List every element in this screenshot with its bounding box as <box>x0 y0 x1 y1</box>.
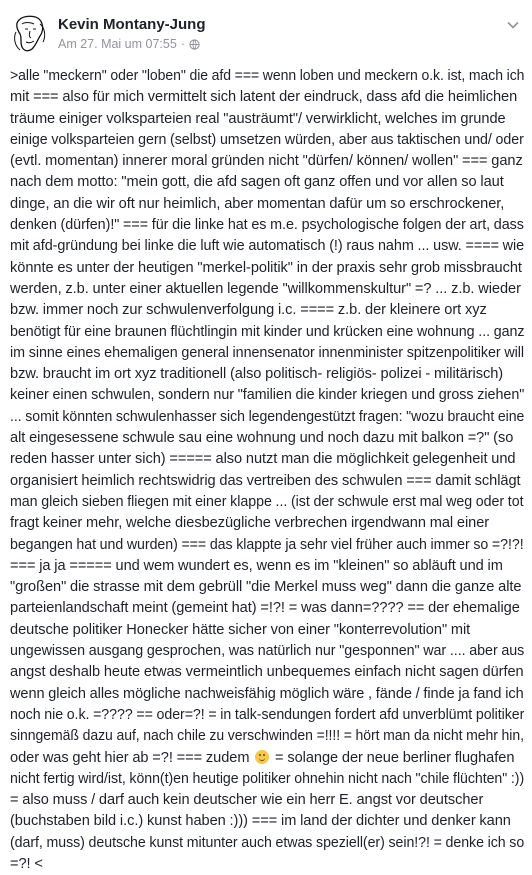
sketch-face-avatar-icon <box>10 14 50 54</box>
post-line: könnte es unter der heutigen "merkel-politik" in der praxis sehr grob missbraucht <box>10 259 522 276</box>
post-line: einige volksparteien gern (selbst) umsetzen würden, aber aus taktischen und/ oder <box>10 131 524 148</box>
post-line: ... somit könnten schwulenhasser sich legendengestützt fragen: "wozu braucht eine <box>10 408 525 425</box>
post-line: alt eingesessene schwule sau eine wohnung und noch dazu mit balkon =?" (so <box>10 430 514 447</box>
post-line: deutsche politiker Honecker hätte sicher von einer "konterrevolution" mit <box>10 621 471 638</box>
post-line: träume einiger volksparteien real "austräumt"/ verwirklicht, welches im grunde <box>10 110 506 127</box>
meta-separator: · <box>180 37 185 51</box>
post-line: werden, z.b. unter einer aktuellen legende "willkommenskultur" =? ... z.b. wieder <box>10 280 521 297</box>
post-line: nach dem motto: "mein gott, die afd sagen oft ganz offen und vor allen so laut <box>10 174 504 191</box>
post-line: organisiert heimlich rechtswidrig das vertreiben des schwulen === damit schlägt <box>10 472 521 489</box>
post-header <box>10 14 522 58</box>
chevron-down-icon[interactable] <box>506 18 520 32</box>
post-line: noch nie o.k. =???? == oder=?! = in talk-sendungen fordert afd unverblümt politiker <box>10 706 525 723</box>
smile-emoji-icon <box>255 750 269 764</box>
post-line: mit === also für mich vermittelt sich latent der eindruck, dass afd die heimlichen <box>10 89 518 106</box>
post-line: === ja ja ===== und wem wundert es, wenn es im "kleinen" so abläuft und im <box>10 557 503 574</box>
post-line: keiner einen schwulen, sondern nur "familien die kinder kriegen und gross ziehen" <box>10 387 525 404</box>
post-line: (evtl. momentan) innerer moral gründen nicht "dürfen/ können/ wollen" === ganz <box>10 153 523 170</box>
post-line: parteienlandschaft meint (gemeint hat) =!?! = was dann=???? == der ehemalige <box>10 600 520 617</box>
post-timestamp[interactable]: Am 27. Mai um 07:55 <box>58 37 177 51</box>
post-line: angst deshalb heute etwas vermeintlich unbequemes einfach nicht sagen dürfen <box>10 664 524 681</box>
emoji-line-after: = solange der neue berliner flughafen <box>271 749 515 766</box>
post-line: benötigt für eine braunen flüchtlingin mit kinder und krücken eine wohnung ... ganz <box>10 323 525 340</box>
post-line: fragt keiner mehr, welche diesbezügliche verbrechen irgendwann mal einer <box>10 515 490 532</box>
globe-icon[interactable] <box>189 39 200 50</box>
post-line: >alle "meckern" oder "loben" die afd === wenn loben und meckern o.k. ist, mach ich <box>10 68 525 84</box>
post-line: im sinne eines ehemaligen general innensenator innenminister spitzenpolitiker will <box>10 344 525 361</box>
post-line: bzw. braucht im ort xyz traditionell (also politisch- religiös- polizei - militärisch) <box>10 366 504 383</box>
post-line: denken (dürfen)!" === für die linke hat es m.e. psychologische folgen der art, dass <box>10 217 524 234</box>
post-line: nicht fertig wird/ist, könn(t)en heutige politiker ohnehin nicht nach "chile flüchten" :)) <box>10 770 525 787</box>
post-line: ungewissen ausgang gesprochen, was natürlich nur "gesponnen" war .... aber aus <box>10 643 525 660</box>
post-line: sinngemäß dazu auf, nach chile zu verschwinden =!!!! = hört man da nicht mehr hin, <box>10 728 524 745</box>
post-line: bzw. immer noch zur schwulenverfolgung i.c. ==== z.b. der kleinere ort xyz <box>10 302 487 319</box>
post-line: begangen hat und wurden) === das klappte ja sehr viel früher auch immer so =?!?! <box>10 536 524 553</box>
post-line: mit afd-gründung bei linke die luft wie automatisch (!) raus nahm ... usw. ==== wie <box>10 238 525 255</box>
post-body <box>10 66 524 875</box>
post-line: reden hasser unter sich) ===== also nutzt man die möglichkeit gelegenheit und <box>10 451 516 468</box>
post-line: dinge, an die wir oft nur heimlich, aber momentan dafür um so erschrockener, <box>10 195 505 212</box>
post-line-with-emoji <box>10 748 524 769</box>
avatar[interactable] <box>10 14 50 54</box>
post-meta <box>58 37 200 51</box>
post-line: = also muss / darf auch kein deutscher wie ein herr E. angst vor deutscher <box>10 792 484 809</box>
post-line: "großen" die strasse mit dem gebrüll "die Merkel muss weg" dann die ganze alte <box>10 579 522 596</box>
post-line: (darf, muss) deutsche kunst mitunter auch etwas speziell(er) sein!?! = denke ich so <box>10 834 525 851</box>
emoji-line-before: oder was geht hier ab =?! === zudem <box>10 749 254 766</box>
post-line: wenn gleich alles mögliche nachweisfähig möglich wäre , fände / finde ja fand ich <box>10 685 524 702</box>
post-line: (buchstaben bild i.c.) kunst haben :))) === im land der dichter und denker kann <box>10 813 511 830</box>
post-line: =?! < <box>10 855 43 872</box>
post-line: man gleich sieben fliegen mit einer klappe ... (ist der schwule erst mal weg oder tot <box>10 493 524 510</box>
author-name[interactable]: Kevin Montany-Jung <box>58 16 206 33</box>
